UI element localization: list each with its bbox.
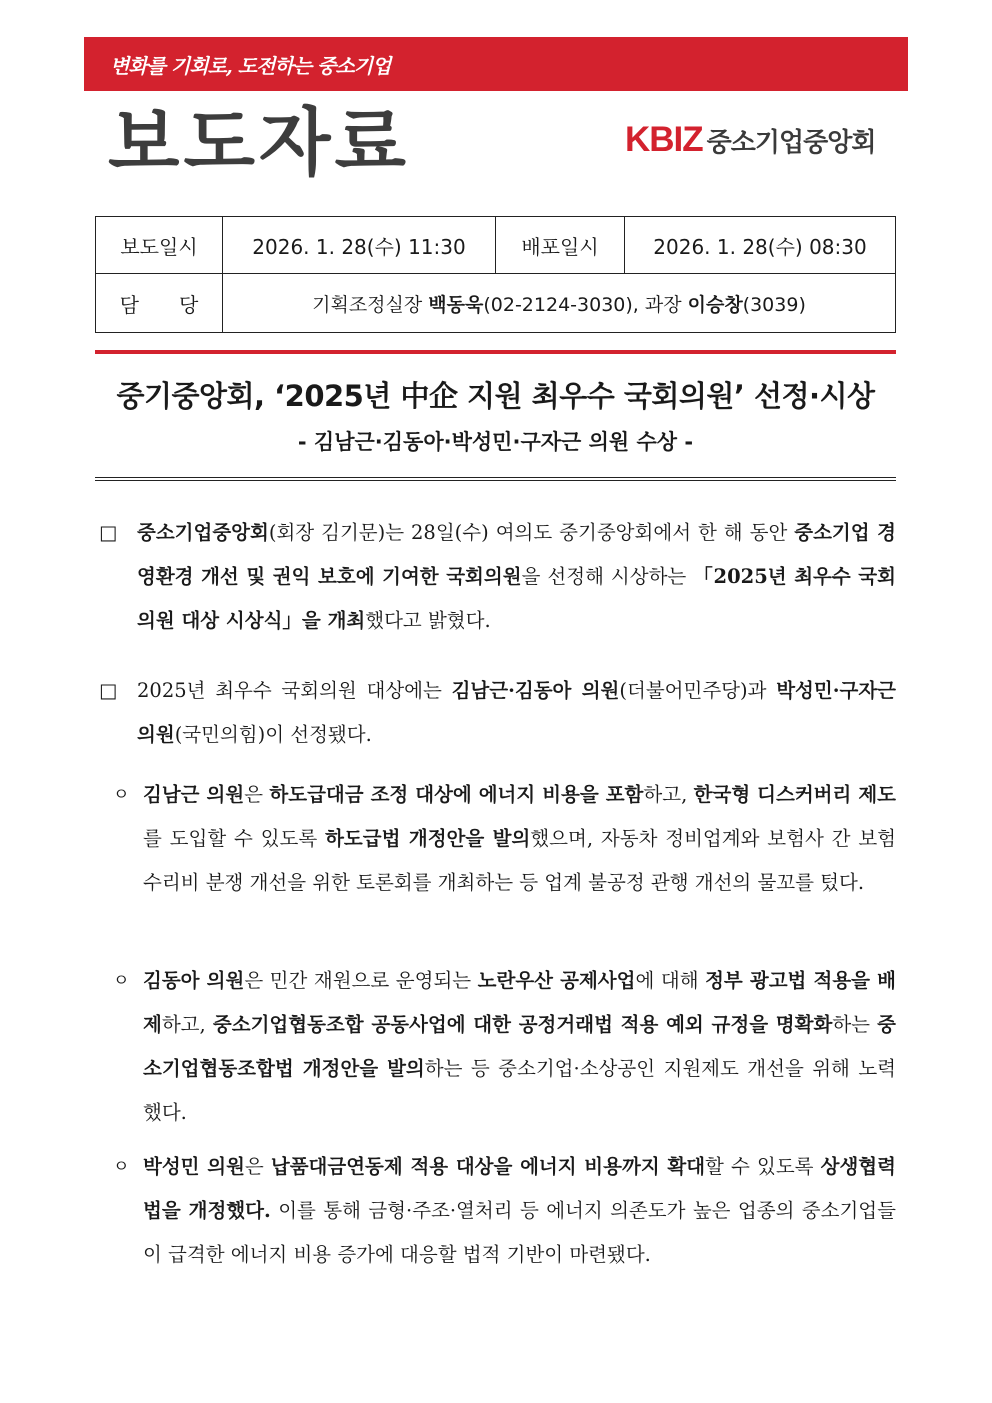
circle-bullet: ㅇ [113, 971, 130, 991]
logo-org-name: 중소기업중앙회 [706, 127, 876, 158]
banner-slogan: 변화를 기회로, 도전하는 중소기업 [110, 54, 391, 78]
release-info-table [95, 216, 896, 333]
kbiz-logo [625, 118, 875, 162]
logo-brand: KBIZ [625, 120, 703, 159]
square-bullet: □ [99, 521, 118, 544]
release-time-value: 2026. 1. 28(수) 11:30 [223, 217, 496, 274]
paragraph-1: □ 중소기업중앙회(회장 김기문)는 28일(수) 여의도 중기중앙회에서 한 해 동안 중소기업 경영환경 개선 및 권익 보호에 기여한 국회의원을 선정해 시상하는 「2025년 최우수 국회의원 대상 시상식」을 개최했다고 밝혔다. [95, 511, 896, 643]
paragraph-kim-namgeun: ㅇ 김남근 의원은 하도급대금 조정 대상에 에너지 비용을 포함하고, 한국형 디스커버리 제도를 도입할 수 있도록 하도급법 개정안을 발의했으며, 자동차 정비업계와 보험사 간 보험 수리비 분쟁 개선을 위한 토론회를 개최하는 등 업계 불공정 관행 개선의 물꼬를 텄다. [95, 773, 896, 905]
headline: 중기중앙회, ‘2025년 中企 지원 최우수 국회의원’ 선정·시상 [116, 379, 875, 413]
distribute-time-label: 배포일시 [496, 217, 625, 274]
circle-bullet: ㅇ [113, 785, 130, 805]
paragraph-2: □ 2025년 최우수 국회의원 대상에는 김남근·김동아 의원(더불어민주당)과 박성민·구자근 의원(국민의힘)이 선정됐다. [95, 669, 896, 757]
release-time-label: 보도일시 [96, 217, 223, 274]
double-divider [95, 477, 896, 481]
contact-value: 기획조정실장 백동욱(02-2124-3030), 과장 이승창(3039) [223, 274, 896, 333]
subheadline: - 김남근·김동아·박성민·구자근 의원 수상 - [297, 430, 694, 454]
paragraph-park-seongmin: ㅇ 박성민 의원은 납품대금연동제 적용 대상을 에너지 비용까지 확대할 수 있도록 상생협력법을 개정했다. 이를 통해 금형·주조·열처리 등 에너지 의존도가 높은 업종의 중소기업들이 급격한 에너지 비용 증가에 대응할 법적 기반이 마련됐다. [95, 1145, 896, 1277]
red-divider [95, 350, 896, 354]
contact-label: 담 당 [96, 274, 223, 333]
distribute-time-value: 2026. 1. 28(수) 08:30 [625, 217, 896, 274]
paragraph-kim-donga: ㅇ 김동아 의원은 민간 재원으로 운영되는 노란우산 공제사업에 대해 정부 광고법 적용을 배제하고, 중소기업협동조합 공동사업에 대한 공정거래법 적용 예외 규정을 명확화하는 중소기업협동조합법 개정안을 발의하는 등 중소기업·소상공인 지원제도 개선을 위해 노력했다. [95, 959, 896, 1135]
square-bullet: □ [99, 679, 118, 702]
top-banner [84, 37, 908, 91]
document-title: 보도자료 [108, 100, 410, 186]
circle-bullet: ㅇ [113, 1157, 130, 1177]
